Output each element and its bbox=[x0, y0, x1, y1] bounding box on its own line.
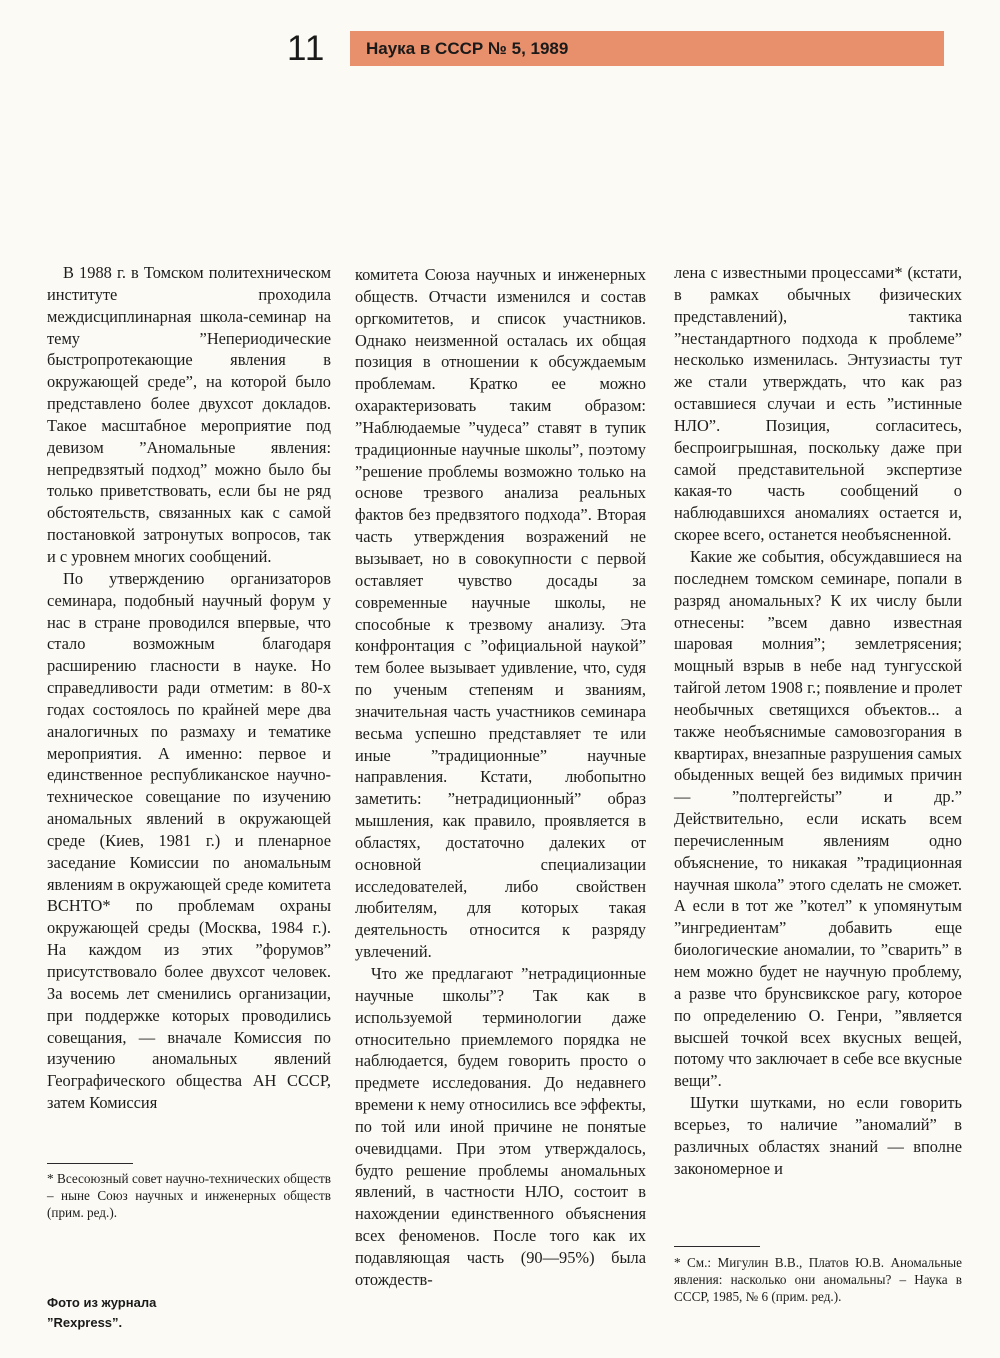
article-column-2 bbox=[355, 264, 646, 1291]
footnote-reference: * См.: Мигулин В.В., Платов Ю.В. Аномальные явления: насколько они аномальны? – Наука в СССР, 1985, № 6 (прим. ред.). bbox=[674, 1255, 962, 1304]
journal-title: Наука в СССР № 5, 1989 bbox=[366, 39, 569, 58]
journal-header-band bbox=[350, 31, 944, 66]
article-paragraph: комитета Союза научных и инженерных обществ. Отчасти изменился и состав оргкомитетов, и список участников. Однако неизменной осталась их общая позиция в отношении к обсуждаемым проблемам. Кратко ее можно охарактеризовать таким образом: ”Наблюдаемые ”чудеса” ставят в тупик традиционные научные школы”, поэтому ”решение проблемы возможно только на основе трезвого анализа реальных фактов без предвзятого подхода”. Вторая часть утверждения возражений не вызывает, но в совокупности с первой оставляет чувство досады за современные научные школы, не способные к трезвому анализу. Эта конфронтация с ”официальной наукой” тем более вызывает удивление, что, судя по ученым степеням и званиям, значительная часть участников семинара весьма успешно представляет те или иные ”традиционные” научные направления. Кстати, любопытно заметить: ”нетрадиционный” образ мышления, как правило, проявляется в областях, достаточно далеких от основной специализации исследователей, либо свойствен любителям, для которых такая деятельность относится к разряду увлечений. bbox=[355, 265, 646, 962]
article-paragraph: лена с известными процессами* (кстати, в рамках обычных физических представлений), тактика ”нестандартного подхода к проблеме” несколько изменилась. Энтузиасты тут же стали утверждать, что как раз оставшиеся случаи и есть ”истинные НЛО”. Позиция, согласитесь, беспроигрышная, поскольку даже при самой представительной экспертизе какая-то часть сообщений о наблюдавшихся аномалиях остается и, скорее всего, останется необъясненной. bbox=[674, 263, 962, 545]
article-paragraph: По утверждению организаторов семинара, подобный научный форум у нас в стране проводился впервые, что стало возможным благодаря расширению гласности в науке. Но справедливости ради отметим: в 80-х годах состоялось по крайней мере два аналогичных по размаху и тематике мероприятия. А именно: первое и единственное республиканское научно-техническое совещание по изучению аномальных явлений в окружающей среде (Киев, 1981 г.) и пленарное заседание Комиссии по аномальным явлениям в окружающей среде комитета ВСНТО* по проблемам охраны окружающей среды (Москва, 1984 г.). На каждом из этих ”форумов” присутствовало более двухсот человек. За восемь лет сменились организации, при поддержке которых проводились совещания, — вначале Комиссия по изучению аномальных явлений Географического общества АН СССР, затем Комиссия bbox=[47, 568, 331, 1113]
footnote-vsnto: * Всесоюзный совет научно-технических обществ – ныне Союз научных и инженерных обществ (прим. ред.). bbox=[47, 1171, 331, 1220]
article-column-3 bbox=[674, 262, 962, 1179]
article-paragraph: Шутки шутками, но если говорить всерьез, то наличие ”аномалий” в различных областях знаний — вполне закономерное и bbox=[674, 1093, 962, 1178]
footnote-divider bbox=[47, 1163, 133, 1164]
photo-credit bbox=[47, 1293, 247, 1333]
photo-credit-line: Фото из журнала bbox=[47, 1295, 157, 1310]
photo-credit-source: ”Rexpress”. bbox=[47, 1315, 123, 1330]
article-column-1 bbox=[47, 262, 331, 1114]
footnote-divider bbox=[674, 1246, 760, 1247]
article-paragraph: В 1988 г. в Томском политехническом институте проходила междисциплинарная школа-семинар на тему ”Непериодические быстропротекающие явления в окружающей среде”, на которой было представлено более двухсот докладов. Такое масштабное мероприятие под девизом ”Аномальные явления: непредвзятый подход” можно было бы только приветствовать, если бы не ряд обстоятельств, связанных как с самой постановкой затронутых вопросов, так и с уровнем многих сообщений. bbox=[47, 263, 331, 566]
article-paragraph: Что же предлагают ”нетрадиционные научные школы”? Так как в используемой терминологии даже относительно приемлемого порядка не наблюдается, будем говорить просто о предмете исследования. До недавнего времени к нему относились все эффекты, по той или иной причине не понятые очевидцами. При этом утверждалось, будто решение проблемы аномальных явлений, в частности НЛО, состоит в нахождении единственного объяснения всех феноменов. После того как их подавляющая часть (90—95%) была отождеств- bbox=[355, 964, 646, 1289]
article-paragraph: Какие же события, обсуждавшиеся на последнем томском семинаре, попали в разряд аномальных? К их числу были отнесены: ”всем давно известная шаровая молния”; землетрясения; мощный взрыв в небе над тунгусской тайгой летом 1908 г.; появление и пролет необычных светящихся объектов... а также необъяснимые самовозгорания в квартирах, внезапные разрушения самых обыденных вещей без видимых причин — ”полтергейсты” и др.” Действительно, если искать всем перечисленным явлениям одно объяснение, то никакая ”традиционная научная школа” этого сделать не сможет. А если в тот же ”котел” к упомянутым ”ингредиентам” добавить еще биологические аномалии, то ”сварить” в нем можно будет не научную проблему, а разве что брунсвикское рагу, которое по определению О. Генри, ”является высшей точкой всех вкусных вещей, потому что заключает в себе все вкусные вещи”. bbox=[674, 546, 962, 1091]
page-number: 11 bbox=[287, 29, 326, 68]
